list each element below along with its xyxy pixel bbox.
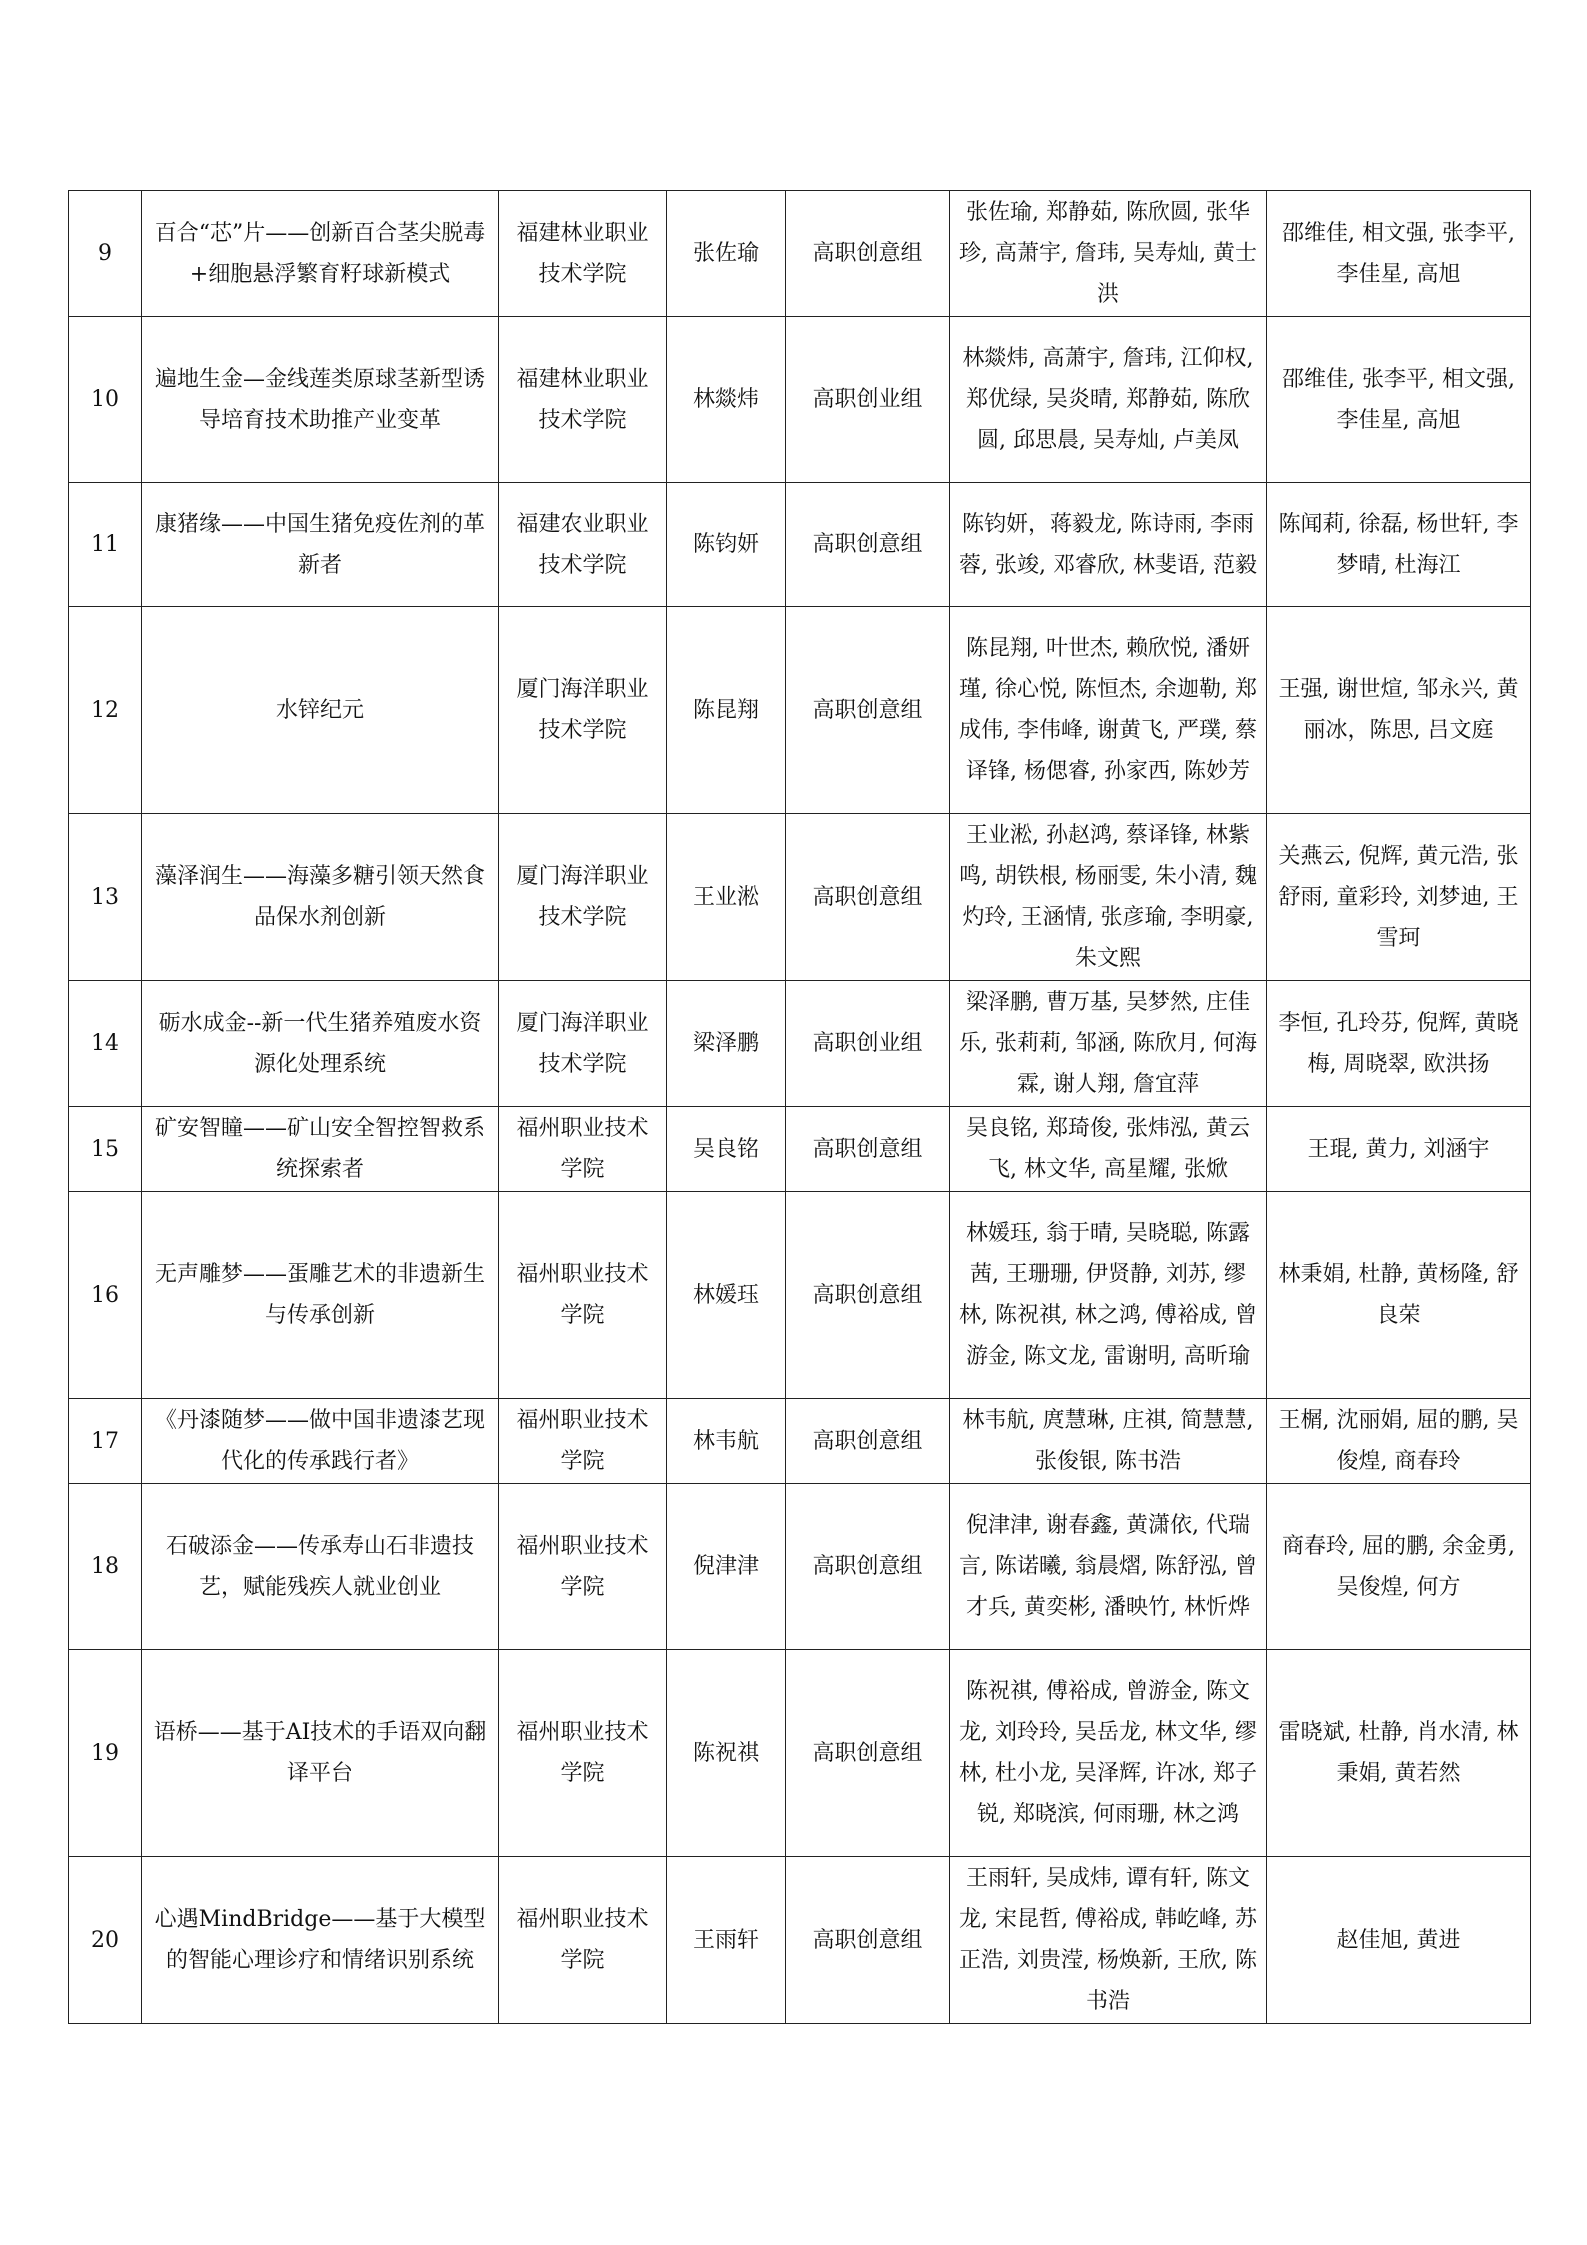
team-members: 陈祝祺, 傅裕成, 曾游金, 陈文龙, 刘玲玲, 吴岳龙, 林文华, 缪林, 杜小龙, 吴泽辉, 许冰, 郑子锐, 郑晓滨, 何雨珊, 林之鸿 bbox=[950, 1650, 1267, 1857]
school-name: 福州职业技术学院 bbox=[499, 1484, 667, 1650]
project-name: 康猪缘——中国生猪免疫佐剂的革新者 bbox=[142, 483, 499, 607]
leader-name: 陈昆翔 bbox=[667, 607, 786, 814]
group-name: 高职创业组 bbox=[786, 317, 950, 483]
project-name: 百合“芯”片——创新百合茎尖脱毒+细胞悬浮繁育籽球新模式 bbox=[142, 191, 499, 317]
table-row bbox=[69, 1192, 1531, 1399]
group-name: 高职创意组 bbox=[786, 1650, 950, 1857]
team-members: 陈钧妍，蒋毅龙, 陈诗雨, 李雨蓉, 张竣, 邓睿欣, 林斐语, 范毅 bbox=[950, 483, 1267, 607]
school-name: 福州职业技术学院 bbox=[499, 1857, 667, 2024]
row-number: 14 bbox=[69, 981, 142, 1107]
advisors: 赵佳旭, 黄进 bbox=[1267, 1857, 1531, 2024]
table-row bbox=[69, 191, 1531, 317]
advisors: 陈闻莉, 徐磊, 杨世轩, 李梦晴, 杜海江 bbox=[1267, 483, 1531, 607]
group-name: 高职创意组 bbox=[786, 191, 950, 317]
project-name: 水锌纪元 bbox=[142, 607, 499, 814]
leader-name: 梁泽鹏 bbox=[667, 981, 786, 1107]
school-name: 福州职业技术学院 bbox=[499, 1192, 667, 1399]
table-row bbox=[69, 607, 1531, 814]
group-name: 高职创意组 bbox=[786, 1399, 950, 1484]
project-name: 无声雕梦——蛋雕艺术的非遗新生与传承创新 bbox=[142, 1192, 499, 1399]
group-name: 高职创意组 bbox=[786, 1107, 950, 1192]
row-number: 19 bbox=[69, 1650, 142, 1857]
project-name: 藻泽润生——海藻多糖引领天然食品保水剂创新 bbox=[142, 814, 499, 981]
row-number: 10 bbox=[69, 317, 142, 483]
team-members: 林韦航, 庹慧琳, 庄祺, 简慧慧, 张俊银, 陈书浩 bbox=[950, 1399, 1267, 1484]
school-name: 福州职业技术学院 bbox=[499, 1399, 667, 1484]
team-members: 倪津津, 谢春鑫, 黄潇依, 代瑞言, 陈诺曦, 翁晨熠, 陈舒泓, 曾才兵, 黄奕彬, 潘映竹, 林忻烨 bbox=[950, 1484, 1267, 1650]
table-row bbox=[69, 317, 1531, 483]
team-members: 王雨轩, 吴成炜, 谭有轩, 陈文龙, 宋昆哲, 傅裕成, 韩屹峰, 苏正浩, 刘贵滢, 杨焕新, 王欣, 陈书浩 bbox=[950, 1857, 1267, 2024]
leader-name: 吴良铭 bbox=[667, 1107, 786, 1192]
row-number: 13 bbox=[69, 814, 142, 981]
leader-name: 陈钧妍 bbox=[667, 483, 786, 607]
team-members: 陈昆翔, 叶世杰, 赖欣悦, 潘妍瑾, 徐心悦, 陈恒杰, 余迦勒, 郑成伟, 李伟峰, 谢黄飞, 严璞, 蔡译锋, 杨偲睿, 孙家西, 陈妙芳 bbox=[950, 607, 1267, 814]
row-number: 12 bbox=[69, 607, 142, 814]
group-name: 高职创意组 bbox=[786, 1192, 950, 1399]
advisors: 商春玲, 屈的鹏, 余金勇, 吴俊煌, 何方 bbox=[1267, 1484, 1531, 1650]
advisors: 李恒, 孔玲芬, 倪辉, 黄晓梅, 周晓翠, 欧洪扬 bbox=[1267, 981, 1531, 1107]
school-name: 厦门海洋职业技术学院 bbox=[499, 607, 667, 814]
advisors: 关燕云, 倪辉, 黄元浩, 张舒雨, 童彩玲, 刘梦迪, 王雪珂 bbox=[1267, 814, 1531, 981]
school-name: 福州职业技术学院 bbox=[499, 1650, 667, 1857]
project-name: 矿安智瞳——矿山安全智控智救系统探索者 bbox=[142, 1107, 499, 1192]
row-number: 15 bbox=[69, 1107, 142, 1192]
table-row bbox=[69, 1484, 1531, 1650]
advisors: 王琨, 黄力, 刘涵宇 bbox=[1267, 1107, 1531, 1192]
table-row bbox=[69, 1399, 1531, 1484]
school-name: 福建农业职业技术学院 bbox=[499, 483, 667, 607]
table-row bbox=[69, 814, 1531, 981]
award-table bbox=[68, 190, 1531, 2024]
school-name: 福建林业职业技术学院 bbox=[499, 317, 667, 483]
project-name: 砺水成金--新一代生猪养殖废水资源化处理系统 bbox=[142, 981, 499, 1107]
advisors: 雷晓斌, 杜静, 肖水清, 林秉娟, 黄若然 bbox=[1267, 1650, 1531, 1857]
group-name: 高职创意组 bbox=[786, 814, 950, 981]
team-members: 吴良铭, 郑琦俊, 张炜泓, 黄云飞, 林文华, 高星耀, 张焮 bbox=[950, 1107, 1267, 1192]
advisors: 邵维佳, 相文强, 张李平, 李佳星, 高旭 bbox=[1267, 191, 1531, 317]
leader-name: 王业淞 bbox=[667, 814, 786, 981]
project-name: 《丹漆随梦——做中国非遗漆艺现代化的传承践行者》 bbox=[142, 1399, 499, 1484]
project-name: 语桥——基于AI技术的手语双向翻译平台 bbox=[142, 1650, 499, 1857]
project-name: 石破添金——传承寿山石非遗技艺，赋能残疾人就业创业 bbox=[142, 1484, 499, 1650]
school-name: 福建林业职业技术学院 bbox=[499, 191, 667, 317]
team-members: 张佐瑜, 郑静茹, 陈欣圆, 张华珍, 高萧宇, 詹玮, 吴寿灿, 黄士洪 bbox=[950, 191, 1267, 317]
row-number: 17 bbox=[69, 1399, 142, 1484]
row-number: 16 bbox=[69, 1192, 142, 1399]
leader-name: 倪津津 bbox=[667, 1484, 786, 1650]
leader-name: 林韦航 bbox=[667, 1399, 786, 1484]
team-members: 林媛珏, 翁于晴, 吴晓聪, 陈露茜, 王珊珊, 伊贤静, 刘苏, 缪林, 陈祝祺, 林之鸿, 傅裕成, 曾游金, 陈文龙, 雷谢明, 高昕瑜 bbox=[950, 1192, 1267, 1399]
table-row bbox=[69, 1650, 1531, 1857]
table-row bbox=[69, 1107, 1531, 1192]
table-row bbox=[69, 483, 1531, 607]
advisors: 邵维佳, 张李平, 相文强, 李佳星, 高旭 bbox=[1267, 317, 1531, 483]
team-members: 梁泽鹏, 曹万基, 吴梦然, 庄佳乐, 张莉莉, 邹涵, 陈欣月, 何海霖, 谢人翔, 詹宜萍 bbox=[950, 981, 1267, 1107]
group-name: 高职创意组 bbox=[786, 1857, 950, 2024]
row-number: 18 bbox=[69, 1484, 142, 1650]
group-name: 高职创业组 bbox=[786, 981, 950, 1107]
leader-name: 林燚炜 bbox=[667, 317, 786, 483]
team-members: 王业淞, 孙赵鸿, 蔡译锋, 林紫鸣, 胡铁根, 杨丽雯, 朱小清, 魏灼玲, 王涵情, 张彦瑜, 李明豪, 朱文熙 bbox=[950, 814, 1267, 981]
group-name: 高职创意组 bbox=[786, 1484, 950, 1650]
project-name: 心遇MindBridge——基于大模型的智能心理诊疗和情绪识别系统 bbox=[142, 1857, 499, 2024]
school-name: 福州职业技术学院 bbox=[499, 1107, 667, 1192]
school-name: 厦门海洋职业技术学院 bbox=[499, 981, 667, 1107]
row-number: 11 bbox=[69, 483, 142, 607]
group-name: 高职创意组 bbox=[786, 607, 950, 814]
group-name: 高职创意组 bbox=[786, 483, 950, 607]
table-row bbox=[69, 981, 1531, 1107]
leader-name: 林媛珏 bbox=[667, 1192, 786, 1399]
table-row bbox=[69, 1857, 1531, 2024]
team-members: 林燚炜, 高萧宇, 詹玮, 江仰权, 郑优绿, 吴炎晴, 郑静茹, 陈欣圆, 邱思晨, 吴寿灿, 卢美凤 bbox=[950, 317, 1267, 483]
row-number: 20 bbox=[69, 1857, 142, 2024]
school-name: 厦门海洋职业技术学院 bbox=[499, 814, 667, 981]
project-name: 遍地生金—金线莲类原球茎新型诱导培育技术助推产业变革 bbox=[142, 317, 499, 483]
row-number: 9 bbox=[69, 191, 142, 317]
advisors: 林秉娟, 杜静, 黄杨隆, 舒良荣 bbox=[1267, 1192, 1531, 1399]
leader-name: 张佐瑜 bbox=[667, 191, 786, 317]
leader-name: 王雨轩 bbox=[667, 1857, 786, 2024]
advisors: 王榍, 沈丽娟, 屈的鹏, 吴俊煌, 商春玲 bbox=[1267, 1399, 1531, 1484]
leader-name: 陈祝祺 bbox=[667, 1650, 786, 1857]
advisors: 王强, 谢世煊, 邹永兴, 黄丽冰，陈思, 吕文庭 bbox=[1267, 607, 1531, 814]
